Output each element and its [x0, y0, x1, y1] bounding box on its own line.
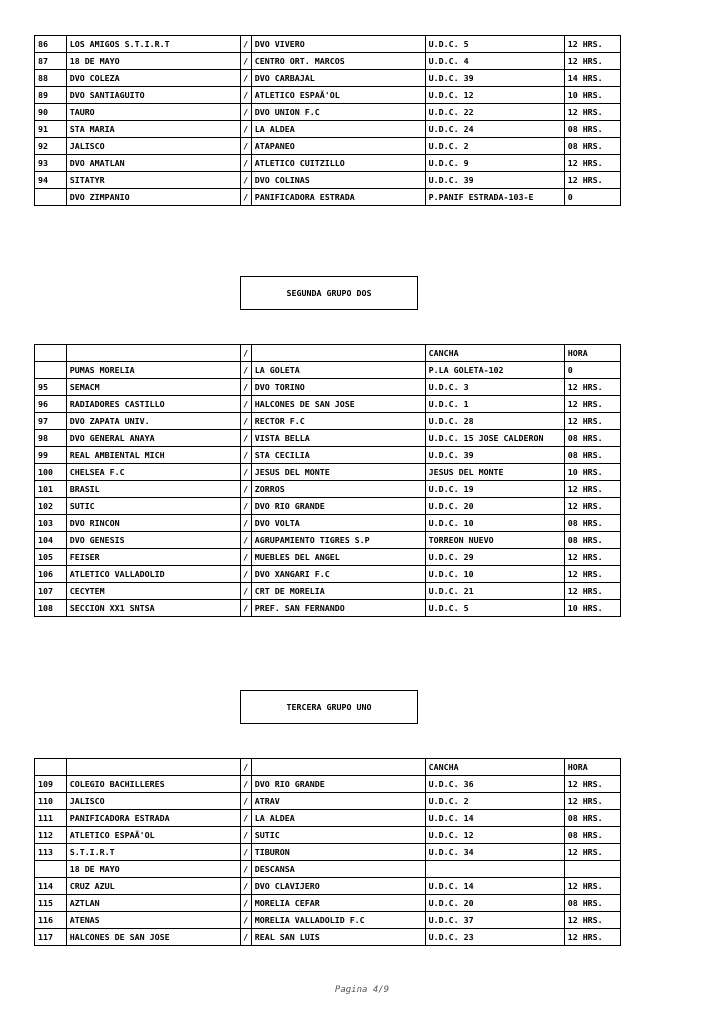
- away-team-cell: DVO XANGARI F.C: [251, 566, 425, 583]
- match-number-cell: 98: [35, 430, 67, 447]
- time-cell: 12 HRS.: [564, 36, 620, 53]
- time-cell: 08 HRS.: [564, 810, 620, 827]
- time-cell: 12 HRS.: [564, 549, 620, 566]
- away-team-cell: AGRUPAMIENTO TIGRES S.P: [251, 532, 425, 549]
- table-row: [35, 600, 621, 617]
- time-cell: HORA: [564, 759, 620, 776]
- home-team-cell: SITATYR: [66, 172, 240, 189]
- away-team-cell: ATLETICO ESPAÃ'OL: [251, 87, 425, 104]
- separator-cell: /: [240, 36, 251, 53]
- table-row: [35, 532, 621, 549]
- home-team-cell: LOS AMIGOS S.T.I.R.T: [66, 36, 240, 53]
- field-cell: P.PANIF ESTRADA-103-E: [425, 189, 564, 206]
- field-cell: U.D.C. 12: [425, 827, 564, 844]
- separator-cell: /: [240, 532, 251, 549]
- away-team-cell: [251, 345, 425, 362]
- schedule-table-segunda-grupo-dos: [34, 344, 621, 617]
- separator-cell: /: [240, 53, 251, 70]
- match-number-cell: 108: [35, 600, 67, 617]
- match-number-cell: 111: [35, 810, 67, 827]
- home-team-cell: STA MARIA: [66, 121, 240, 138]
- away-team-cell: DVO CLAVIJERO: [251, 878, 425, 895]
- field-cell: U.D.C. 23: [425, 929, 564, 946]
- table-row: [35, 155, 621, 172]
- away-team-cell: DVO TORINO: [251, 379, 425, 396]
- table-row: [35, 379, 621, 396]
- home-team-cell: CECYTEM: [66, 583, 240, 600]
- separator-cell: /: [240, 878, 251, 895]
- table-row: [35, 878, 621, 895]
- field-cell: U.D.C. 37: [425, 912, 564, 929]
- home-team-cell: COLEGIO BACHILLERES: [66, 776, 240, 793]
- field-cell: U.D.C. 9: [425, 155, 564, 172]
- away-team-cell: REAL SAN LUIS: [251, 929, 425, 946]
- home-team-cell: 18 DE MAYO: [66, 861, 240, 878]
- away-team-cell: DVO VIVERO: [251, 36, 425, 53]
- separator-cell: /: [240, 498, 251, 515]
- away-team-cell: PANIFICADORA ESTRADA: [251, 189, 425, 206]
- time-cell: 08 HRS.: [564, 827, 620, 844]
- time-cell: 12 HRS.: [564, 481, 620, 498]
- away-team-cell: DVO RIO GRANDE: [251, 498, 425, 515]
- home-team-cell: CHELSEA F.C: [66, 464, 240, 481]
- separator-cell: /: [240, 566, 251, 583]
- table-row: [35, 827, 621, 844]
- time-cell: 12 HRS.: [564, 155, 620, 172]
- table-row: [35, 912, 621, 929]
- table-row: [35, 776, 621, 793]
- home-team-cell: ATENAS: [66, 912, 240, 929]
- away-team-cell: ATLETICO CUITZILLO: [251, 155, 425, 172]
- home-team-cell: TAURO: [66, 104, 240, 121]
- match-number-cell: 93: [35, 155, 67, 172]
- home-team-cell: PANIFICADORA ESTRADA: [66, 810, 240, 827]
- separator-cell: /: [240, 464, 251, 481]
- time-cell: 0: [564, 362, 620, 379]
- home-team-cell: RADIADORES CASTILLO: [66, 396, 240, 413]
- separator-cell: /: [240, 345, 251, 362]
- table-row: [35, 464, 621, 481]
- table-row: [35, 481, 621, 498]
- home-team-cell: HALCONES DE SAN JOSE: [66, 929, 240, 946]
- table-row: [35, 70, 621, 87]
- field-cell: U.D.C. 14: [425, 878, 564, 895]
- time-cell: 12 HRS.: [564, 912, 620, 929]
- time-cell: 08 HRS.: [564, 121, 620, 138]
- match-number-cell: 99: [35, 447, 67, 464]
- separator-cell: /: [240, 929, 251, 946]
- field-cell: U.D.C. 19: [425, 481, 564, 498]
- time-cell: 12 HRS.: [564, 413, 620, 430]
- table-row: [35, 430, 621, 447]
- time-cell: 10 HRS.: [564, 464, 620, 481]
- match-number-cell: 86: [35, 36, 67, 53]
- time-cell: 12 HRS.: [564, 396, 620, 413]
- home-team-cell: DVO SANTIAGUITO: [66, 87, 240, 104]
- away-team-cell: DVO COLINAS: [251, 172, 425, 189]
- home-team-cell: PUMAS MORELIA: [66, 362, 240, 379]
- field-cell: U.D.C. 10: [425, 515, 564, 532]
- home-team-cell: SUTIC: [66, 498, 240, 515]
- separator-cell: /: [240, 549, 251, 566]
- time-cell: 10 HRS.: [564, 87, 620, 104]
- home-team-cell: AZTLAN: [66, 895, 240, 912]
- match-number-cell: 96: [35, 396, 67, 413]
- home-team-cell: S.T.I.R.T: [66, 844, 240, 861]
- field-cell: U.D.C. 20: [425, 895, 564, 912]
- table-row: [35, 583, 621, 600]
- separator-cell: /: [240, 189, 251, 206]
- table-row: [35, 121, 621, 138]
- field-cell: P.LA GOLETA-102: [425, 362, 564, 379]
- away-team-cell: DVO VOLTA: [251, 515, 425, 532]
- away-team-cell: LA GOLETA: [251, 362, 425, 379]
- home-team-cell: DVO RINCON: [66, 515, 240, 532]
- time-cell: 12 HRS.: [564, 566, 620, 583]
- table-row: [35, 104, 621, 121]
- home-team-cell: 18 DE MAYO: [66, 53, 240, 70]
- away-team-cell: STA CECILIA: [251, 447, 425, 464]
- match-number-cell: [35, 861, 67, 878]
- field-cell: TORREON NUEVO: [425, 532, 564, 549]
- match-number-cell: 102: [35, 498, 67, 515]
- group-heading-tercera-grupo-uno: TERCERA GRUPO UNO: [240, 690, 418, 724]
- group-heading-segunda-grupo-dos: SEGUNDA GRUPO DOS: [240, 276, 418, 310]
- home-team-cell: JALISCO: [66, 793, 240, 810]
- field-cell: U.D.C. 4: [425, 53, 564, 70]
- time-cell: 12 HRS.: [564, 498, 620, 515]
- separator-cell: /: [240, 104, 251, 121]
- home-team-cell: CRUZ AZUL: [66, 878, 240, 895]
- time-cell: 12 HRS.: [564, 844, 620, 861]
- match-number-cell: 88: [35, 70, 67, 87]
- time-cell: 0: [564, 189, 620, 206]
- table-row: [35, 172, 621, 189]
- table-row: [35, 793, 621, 810]
- match-number-cell: 103: [35, 515, 67, 532]
- away-team-cell: PREF. SAN FERNANDO: [251, 600, 425, 617]
- table-row: [35, 515, 621, 532]
- separator-cell: /: [240, 759, 251, 776]
- match-number-cell: [35, 345, 67, 362]
- time-cell: 08 HRS.: [564, 515, 620, 532]
- time-cell: 08 HRS.: [564, 532, 620, 549]
- separator-cell: /: [240, 776, 251, 793]
- match-number-cell: 115: [35, 895, 67, 912]
- field-cell: U.D.C. 39: [425, 172, 564, 189]
- home-team-cell: REAL AMBIENTAL MICH: [66, 447, 240, 464]
- time-cell: 12 HRS.: [564, 583, 620, 600]
- time-cell: 12 HRS.: [564, 793, 620, 810]
- field-cell: CANCHA: [425, 759, 564, 776]
- time-cell: 12 HRS.: [564, 104, 620, 121]
- away-team-cell: DESCANSA: [251, 861, 425, 878]
- match-number-cell: 114: [35, 878, 67, 895]
- table-row: [35, 396, 621, 413]
- separator-cell: /: [240, 481, 251, 498]
- separator-cell: /: [240, 810, 251, 827]
- separator-cell: /: [240, 413, 251, 430]
- separator-cell: /: [240, 155, 251, 172]
- away-team-cell: HALCONES DE SAN JOSE: [251, 396, 425, 413]
- time-cell: 08 HRS.: [564, 138, 620, 155]
- away-team-cell: LA ALDEA: [251, 810, 425, 827]
- table-row: [35, 895, 621, 912]
- time-cell: 14 HRS.: [564, 70, 620, 87]
- separator-cell: /: [240, 362, 251, 379]
- match-number-cell: 87: [35, 53, 67, 70]
- away-team-cell: LA ALDEA: [251, 121, 425, 138]
- table-row: [35, 36, 621, 53]
- match-number-cell: 95: [35, 379, 67, 396]
- time-cell: 08 HRS.: [564, 430, 620, 447]
- match-number-cell: 116: [35, 912, 67, 929]
- time-cell: 12 HRS.: [564, 878, 620, 895]
- field-cell: U.D.C. 20: [425, 498, 564, 515]
- away-team-cell: RECTOR F.C: [251, 413, 425, 430]
- match-number-cell: 90: [35, 104, 67, 121]
- home-team-cell: ATLETICO VALLADOLID: [66, 566, 240, 583]
- table-row: [35, 929, 621, 946]
- match-number-cell: 104: [35, 532, 67, 549]
- match-number-cell: 101: [35, 481, 67, 498]
- home-team-cell: JALISCO: [66, 138, 240, 155]
- match-number-cell: [35, 189, 67, 206]
- field-cell: U.D.C. 39: [425, 70, 564, 87]
- field-cell: U.D.C. 14: [425, 810, 564, 827]
- home-team-cell: FEISER: [66, 549, 240, 566]
- field-cell: U.D.C. 2: [425, 138, 564, 155]
- home-team-cell: BRASIL: [66, 481, 240, 498]
- match-number-cell: 112: [35, 827, 67, 844]
- home-team-cell: DVO ZIMPANIO: [66, 189, 240, 206]
- field-cell: U.D.C. 15 JOSE CALDERON: [425, 430, 564, 447]
- match-number-cell: 117: [35, 929, 67, 946]
- match-number-cell: 107: [35, 583, 67, 600]
- separator-cell: /: [240, 600, 251, 617]
- away-team-cell: [251, 759, 425, 776]
- table-row: [35, 53, 621, 70]
- separator-cell: /: [240, 895, 251, 912]
- separator-cell: /: [240, 379, 251, 396]
- match-number-cell: 92: [35, 138, 67, 155]
- home-team-cell: DVO COLEZA: [66, 70, 240, 87]
- table-row: [35, 498, 621, 515]
- separator-cell: /: [240, 70, 251, 87]
- table-row: [35, 549, 621, 566]
- separator-cell: /: [240, 430, 251, 447]
- away-team-cell: ZORROS: [251, 481, 425, 498]
- away-team-cell: DVO CARBAJAL: [251, 70, 425, 87]
- home-team-cell: [66, 345, 240, 362]
- match-number-cell: 105: [35, 549, 67, 566]
- separator-cell: /: [240, 515, 251, 532]
- table-row: [35, 566, 621, 583]
- time-cell: 12 HRS.: [564, 776, 620, 793]
- separator-cell: /: [240, 912, 251, 929]
- table-row: [35, 759, 621, 776]
- field-cell: U.D.C. 1: [425, 396, 564, 413]
- field-cell: CANCHA: [425, 345, 564, 362]
- time-cell: HORA: [564, 345, 620, 362]
- separator-cell: /: [240, 844, 251, 861]
- separator-cell: /: [240, 861, 251, 878]
- match-number-cell: 109: [35, 776, 67, 793]
- table-row: [35, 138, 621, 155]
- home-team-cell: SECCION XX1 SNTSA: [66, 600, 240, 617]
- away-team-cell: SUTIC: [251, 827, 425, 844]
- match-number-cell: 106: [35, 566, 67, 583]
- separator-cell: /: [240, 793, 251, 810]
- field-cell: U.D.C. 29: [425, 549, 564, 566]
- separator-cell: /: [240, 172, 251, 189]
- time-cell: 12 HRS.: [564, 379, 620, 396]
- time-cell: [564, 861, 620, 878]
- schedule-table-tercera-grupo-uno: [34, 758, 621, 946]
- field-cell: U.D.C. 21: [425, 583, 564, 600]
- away-team-cell: MORELIA CEFAR: [251, 895, 425, 912]
- separator-cell: /: [240, 583, 251, 600]
- home-team-cell: ATLETICO ESPAÃ'OL: [66, 827, 240, 844]
- field-cell: U.D.C. 28: [425, 413, 564, 430]
- table-row: [35, 844, 621, 861]
- table-row: [35, 345, 621, 362]
- separator-cell: /: [240, 87, 251, 104]
- match-number-cell: 89: [35, 87, 67, 104]
- field-cell: U.D.C. 22: [425, 104, 564, 121]
- table-row: [35, 447, 621, 464]
- away-team-cell: MORELIA VALLADOLID F.C: [251, 912, 425, 929]
- home-team-cell: DVO GENERAL ANAYA: [66, 430, 240, 447]
- field-cell: U.D.C. 24: [425, 121, 564, 138]
- field-cell: U.D.C. 10: [425, 566, 564, 583]
- time-cell: 12 HRS.: [564, 172, 620, 189]
- table-row: [35, 413, 621, 430]
- away-team-cell: TIBURON: [251, 844, 425, 861]
- time-cell: 08 HRS.: [564, 895, 620, 912]
- table-row: [35, 810, 621, 827]
- time-cell: 08 HRS.: [564, 447, 620, 464]
- field-cell: JESUS DEL MONTE: [425, 464, 564, 481]
- match-number-cell: 100: [35, 464, 67, 481]
- away-team-cell: DVO RIO GRANDE: [251, 776, 425, 793]
- home-team-cell: SEMACM: [66, 379, 240, 396]
- field-cell: U.D.C. 5: [425, 600, 564, 617]
- match-number-cell: 94: [35, 172, 67, 189]
- table-row: [35, 189, 621, 206]
- table-row: [35, 861, 621, 878]
- time-cell: 12 HRS.: [564, 929, 620, 946]
- separator-cell: /: [240, 121, 251, 138]
- home-team-cell: DVO ZAPATA UNIV.: [66, 413, 240, 430]
- page-footer: Pagina 4/9: [334, 985, 390, 995]
- match-number-cell: 97: [35, 413, 67, 430]
- separator-cell: /: [240, 827, 251, 844]
- table-row: [35, 362, 621, 379]
- away-team-cell: MUEBLES DEL ANGEL: [251, 549, 425, 566]
- away-team-cell: DVO UNION F.C: [251, 104, 425, 121]
- separator-cell: /: [240, 138, 251, 155]
- away-team-cell: JESUS DEL MONTE: [251, 464, 425, 481]
- field-cell: U.D.C. 39: [425, 447, 564, 464]
- match-number-cell: [35, 362, 67, 379]
- field-cell: U.D.C. 5: [425, 36, 564, 53]
- field-cell: U.D.C. 2: [425, 793, 564, 810]
- away-team-cell: CENTRO ORT. MARCOS: [251, 53, 425, 70]
- away-team-cell: VISTA BELLA: [251, 430, 425, 447]
- home-team-cell: [66, 759, 240, 776]
- time-cell: 12 HRS.: [564, 53, 620, 70]
- home-team-cell: DVO AMATLAN: [66, 155, 240, 172]
- away-team-cell: ATRAV: [251, 793, 425, 810]
- schedule-table-primera: [34, 35, 621, 206]
- field-cell: U.D.C. 3: [425, 379, 564, 396]
- field-cell: U.D.C. 34: [425, 844, 564, 861]
- match-number-cell: [35, 759, 67, 776]
- match-number-cell: 91: [35, 121, 67, 138]
- match-number-cell: 113: [35, 844, 67, 861]
- away-team-cell: CRT DE MORELIA: [251, 583, 425, 600]
- separator-cell: /: [240, 396, 251, 413]
- home-team-cell: DVO GENESIS: [66, 532, 240, 549]
- field-cell: [425, 861, 564, 878]
- time-cell: 10 HRS.: [564, 600, 620, 617]
- separator-cell: /: [240, 447, 251, 464]
- table-row: [35, 87, 621, 104]
- match-number-cell: 110: [35, 793, 67, 810]
- away-team-cell: ATAPANEO: [251, 138, 425, 155]
- field-cell: U.D.C. 12: [425, 87, 564, 104]
- field-cell: U.D.C. 36: [425, 776, 564, 793]
